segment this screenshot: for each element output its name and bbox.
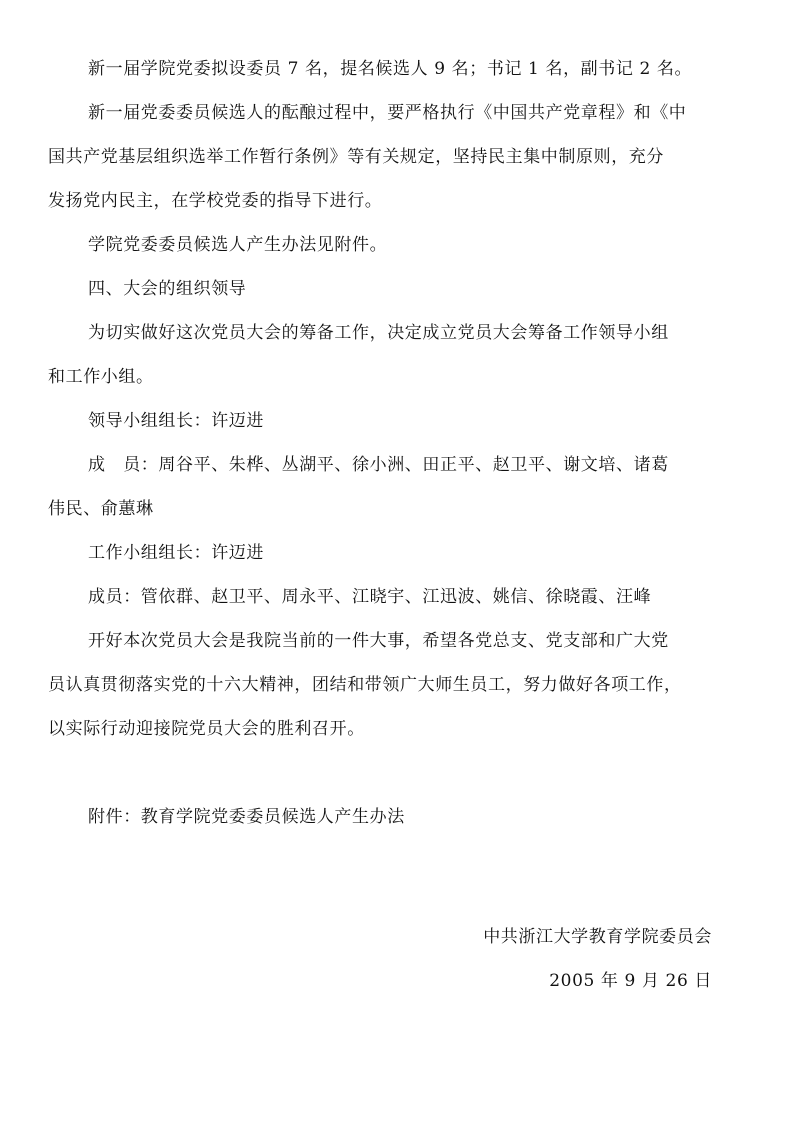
attachment-line: 附件：教育学院党委委员候选人产生办法	[88, 807, 405, 827]
paragraph-committee-size: 新一届学院党委拟设委员 7 名，提名候选人 9 名；书记 1 名，副书记 2 名。	[88, 59, 693, 79]
section-heading-organization: 四、大会的组织领导	[88, 279, 247, 299]
paragraph-election-process-line3: 发扬党内民主，在学校党委的指导下进行。	[48, 191, 383, 211]
paragraph-attachment-reference: 学院党委委员候选人产生办法见附件。	[88, 235, 388, 255]
signature-date: 2005 年 9 月 26 日	[549, 971, 712, 991]
signature-organization: 中共浙江大学教育学院委员会	[483, 927, 712, 947]
paragraph-preparation-line1: 为切实做好这次党员大会的筹备工作，决定成立党员大会筹备工作领导小组	[88, 323, 669, 343]
paragraph-closing-line1: 开好本次党员大会是我院当前的一件大事，希望各党总支、党支部和广大党	[88, 631, 669, 651]
paragraph-closing-line2: 员认真贯彻落实党的十六大精神，团结和带领广大师生员工，努力做好各项工作，	[48, 675, 682, 695]
paragraph-preparation-line2: 和工作小组。	[48, 367, 154, 387]
leader-group-members-line2: 伟民、俞蕙琳	[48, 499, 154, 519]
work-group-head: 工作小组组长：许迈进	[88, 543, 264, 563]
leader-group-head: 领导小组组长：许迈进	[88, 411, 264, 431]
leader-group-members-line1: 成 员：周谷平、朱桦、丛湖平、徐小洲、田正平、赵卫平、谢文培、诸葛	[88, 455, 669, 475]
paragraph-closing-line3: 以实际行动迎接院党员大会的胜利召开。	[48, 719, 365, 739]
work-group-members: 成员：管依群、赵卫平、周永平、江晓宇、江迅波、姚信、徐晓霞、汪峰	[88, 587, 652, 607]
paragraph-election-process-line2: 国共产党基层组织选举工作暂行条例》等有关规定，坚持民主集中制原则，充分	[48, 147, 664, 167]
paragraph-election-process-line1: 新一届党委委员候选人的酝酿过程中，要严格执行《中国共产党章程》和《中	[88, 103, 687, 123]
